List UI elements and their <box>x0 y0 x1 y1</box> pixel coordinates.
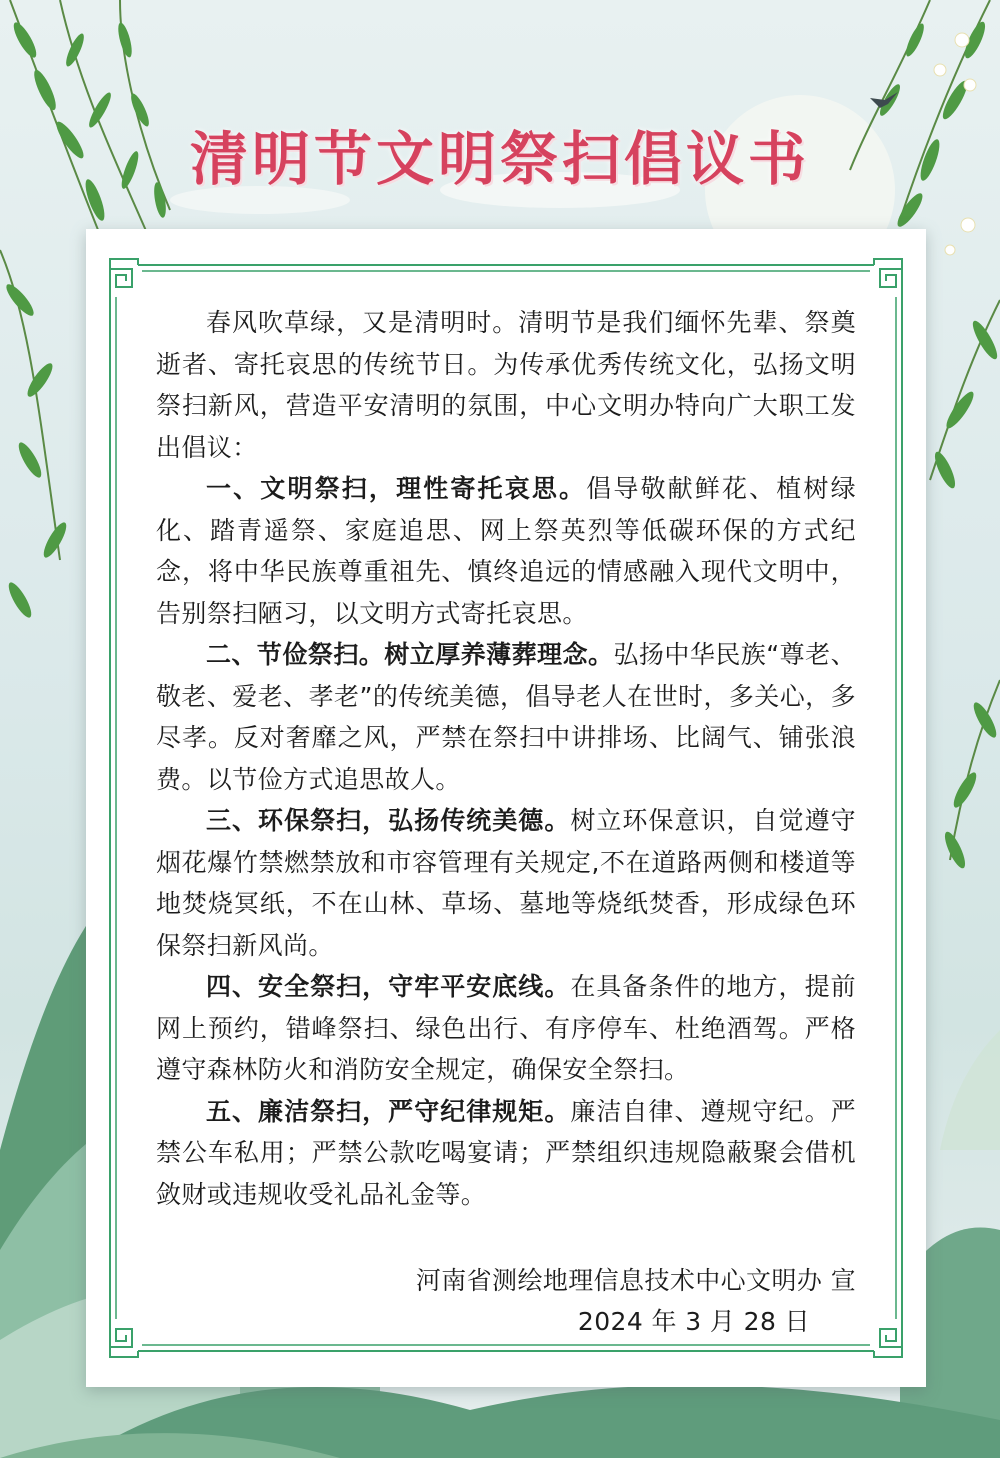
proposal-card <box>86 229 926 1387</box>
item-paragraph-3 <box>156 800 856 966</box>
item-heading-3: 三、环保祭扫，弘扬传统美德。 <box>206 806 571 835</box>
item-heading-5: 五、廉洁祭扫，严守纪律规矩。 <box>206 1096 571 1126</box>
item-heading-1: 一、文明祭扫，理性寄托哀思。 <box>206 474 587 503</box>
item-heading-2: 二、节俭祭扫。树立厚养薄葬理念。 <box>206 640 614 669</box>
item-text-4: 在具备条件的地方，提前网上预约，错峰祭扫、绿色出行、有序停车、杜绝酒驾。严格遵守森林防火和消防安全规定，确保安全祭扫。 <box>156 972 856 1084</box>
item-heading-4: 四、安全祭扫，守牢平安底线。 <box>206 972 571 1001</box>
item-text-2: 弘扬中华民族“尊老、敬老、爱老、孝老”的传统美德，倡导老人在世时，多关心，多尽孝。反对奢靡之风，严禁在祭扫中讲排场、比阔气、铺张浪费。以节俭方式追思故人。 <box>156 640 856 794</box>
proposal-body <box>156 302 856 1215</box>
item-text-5: 廉洁自律、遵规守纪。严禁公车私用；严禁公款吃喝宴请；严禁组织违规隐蔽聚会借机敛财或违规收受礼品礼金等。 <box>156 1096 856 1209</box>
item-paragraph-5 <box>156 1091 856 1216</box>
signature-organization: 河南省测绘地理信息技术中心文明办 宣 <box>415 1266 856 1295</box>
item-text-1: 倡导敬献鲜花、植树绿化、踏青遥祭、家庭追思、网上祭英烈等低碳环保的方式纪念，将中华民族尊重祖先、慎终追远的情感融入现代文明中，告别祭扫陋习，以文明方式寄托哀思。 <box>156 474 856 628</box>
item-paragraph-1 <box>156 468 856 634</box>
page-title: 清明节文明祭扫倡议书 <box>189 125 810 193</box>
item-paragraph-2 <box>156 634 856 800</box>
item-text-3: 树立环保意识，自觉遵守烟花爆竹禁燃禁放和市容管理有关规定,不在道路两侧和楼道等地焚烧冥纸，不在山林、草场、墓地等烧纸焚香，形成绿色环保祭扫新风尚。 <box>156 806 856 960</box>
signature-date: 2024 年 3 月 28 日 <box>577 1307 810 1336</box>
item-paragraph-4 <box>156 966 856 1091</box>
intro-paragraph: 春风吹草绿，又是清明时。清明节是我们缅怀先辈、祭奠逝者、寄托哀思的传统节日。为传承优秀传统文化，弘扬文明祭扫新风，营造平安清明的氛围，中心文明办特向广大职工发出倡议： <box>156 308 856 462</box>
